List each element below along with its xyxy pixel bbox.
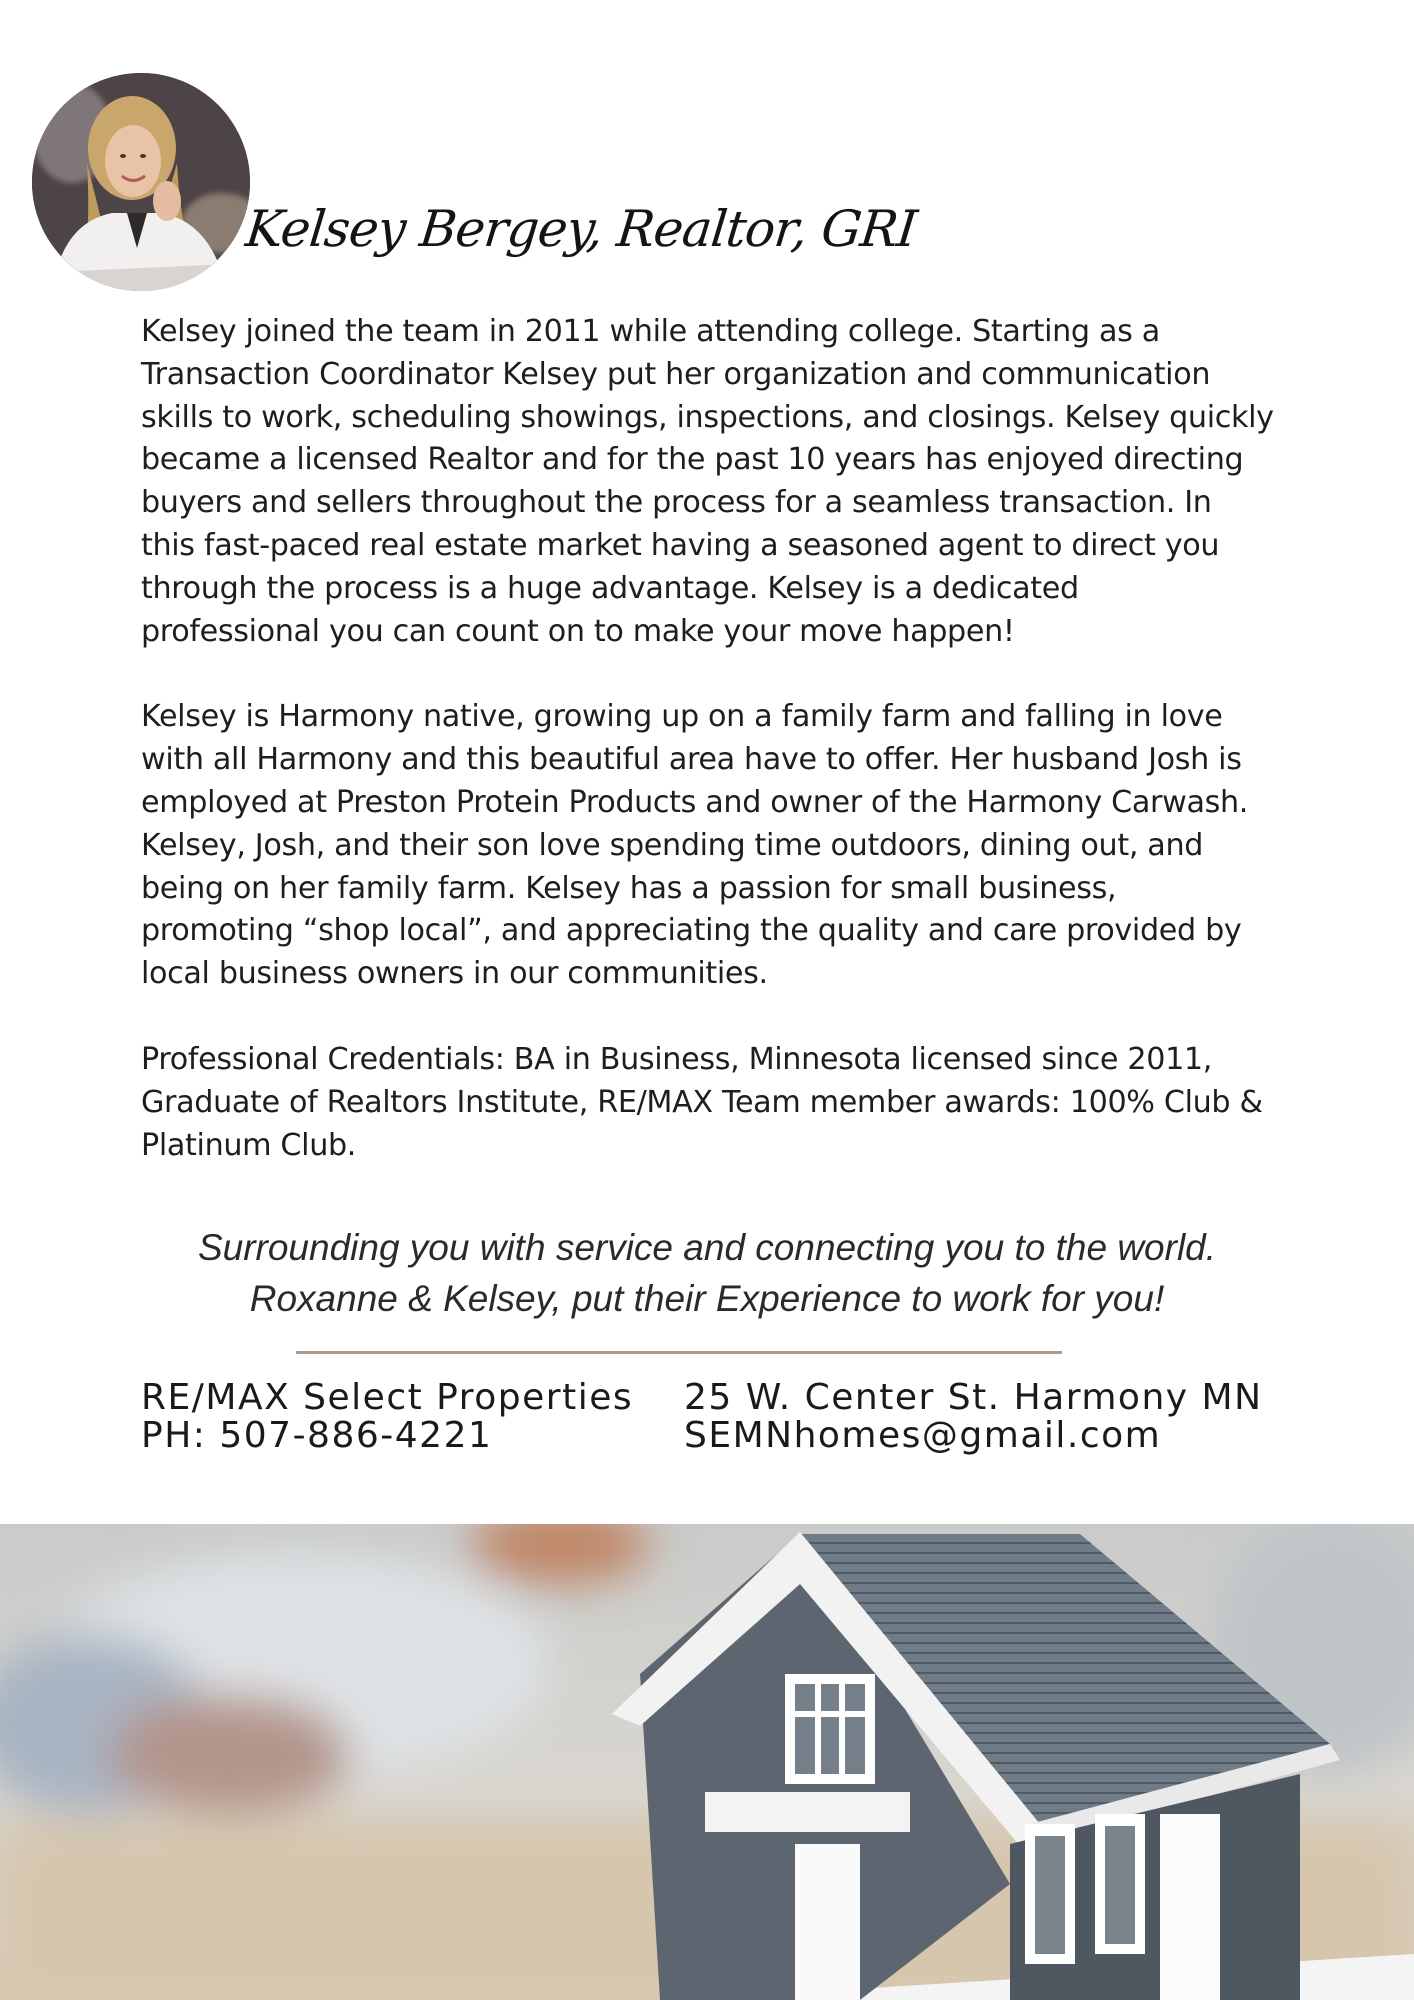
agent-portrait	[32, 73, 250, 291]
tagline-line: Roxanne & Kelsey, put their Experience to work for you!	[249, 1278, 1165, 1319]
address: 25 W. Center St. Harmony MN	[684, 1377, 1263, 1418]
bio-paragraph: Kelsey joined the team in 2011 while attending college. Starting as a Transaction Coordinator Kelsey put her organization and communication skills to work, scheduling showings, inspections, and closings. Kelsey quickly became a licensed Realtor and for the past 10 years has enjoyed directing buyers and sellers throughout the process for a seamless transaction. In this fast-paced real estate market having a seasoned agent to direct you through the process is a huge advantage. Kelsey is a dedicated professional you can count on to make your move happen!	[141, 314, 1274, 649]
email-address: SEMNhomes@gmail.com	[684, 1415, 1162, 1456]
phone-number: PH: 507-886-4221	[141, 1415, 493, 1456]
tagline	[0, 1222, 1414, 1324]
contact-right	[684, 1379, 1263, 1455]
tagline-line: Surrounding you with service and connecting you to the world.	[197, 1227, 1217, 1268]
agent-name: Kelsey Bergey, Realtor, GRI	[242, 200, 920, 258]
company-name: RE/MAX Select Properties	[141, 1377, 634, 1418]
bio-paragraph: Kelsey is Harmony native, growing up on a family farm and falling in love with all Harmony and this beautiful area have to offer. Her husband Josh is employed at Preston Protein Products and owner of the Harmony Carwash. Kelsey, Josh, and their son love spending time outdoors, dining out, and being on her family farm. Kelsey has a passion for small business, promoting “shop local”, and appreciating the quality and care provided by local business owners in our communities.	[141, 699, 1248, 992]
credentials-paragraph: Professional Credentials: BA in Business, Minnesota licensed since 2011, Graduate of Realtors Institute, RE/MAX Team member awards: 100% Club & Platinum Club.	[141, 1041, 1263, 1163]
divider	[296, 1351, 1062, 1354]
bio-section	[141, 311, 1301, 1210]
contact-left	[141, 1379, 633, 1455]
model-house-photo	[0, 1524, 1414, 2000]
